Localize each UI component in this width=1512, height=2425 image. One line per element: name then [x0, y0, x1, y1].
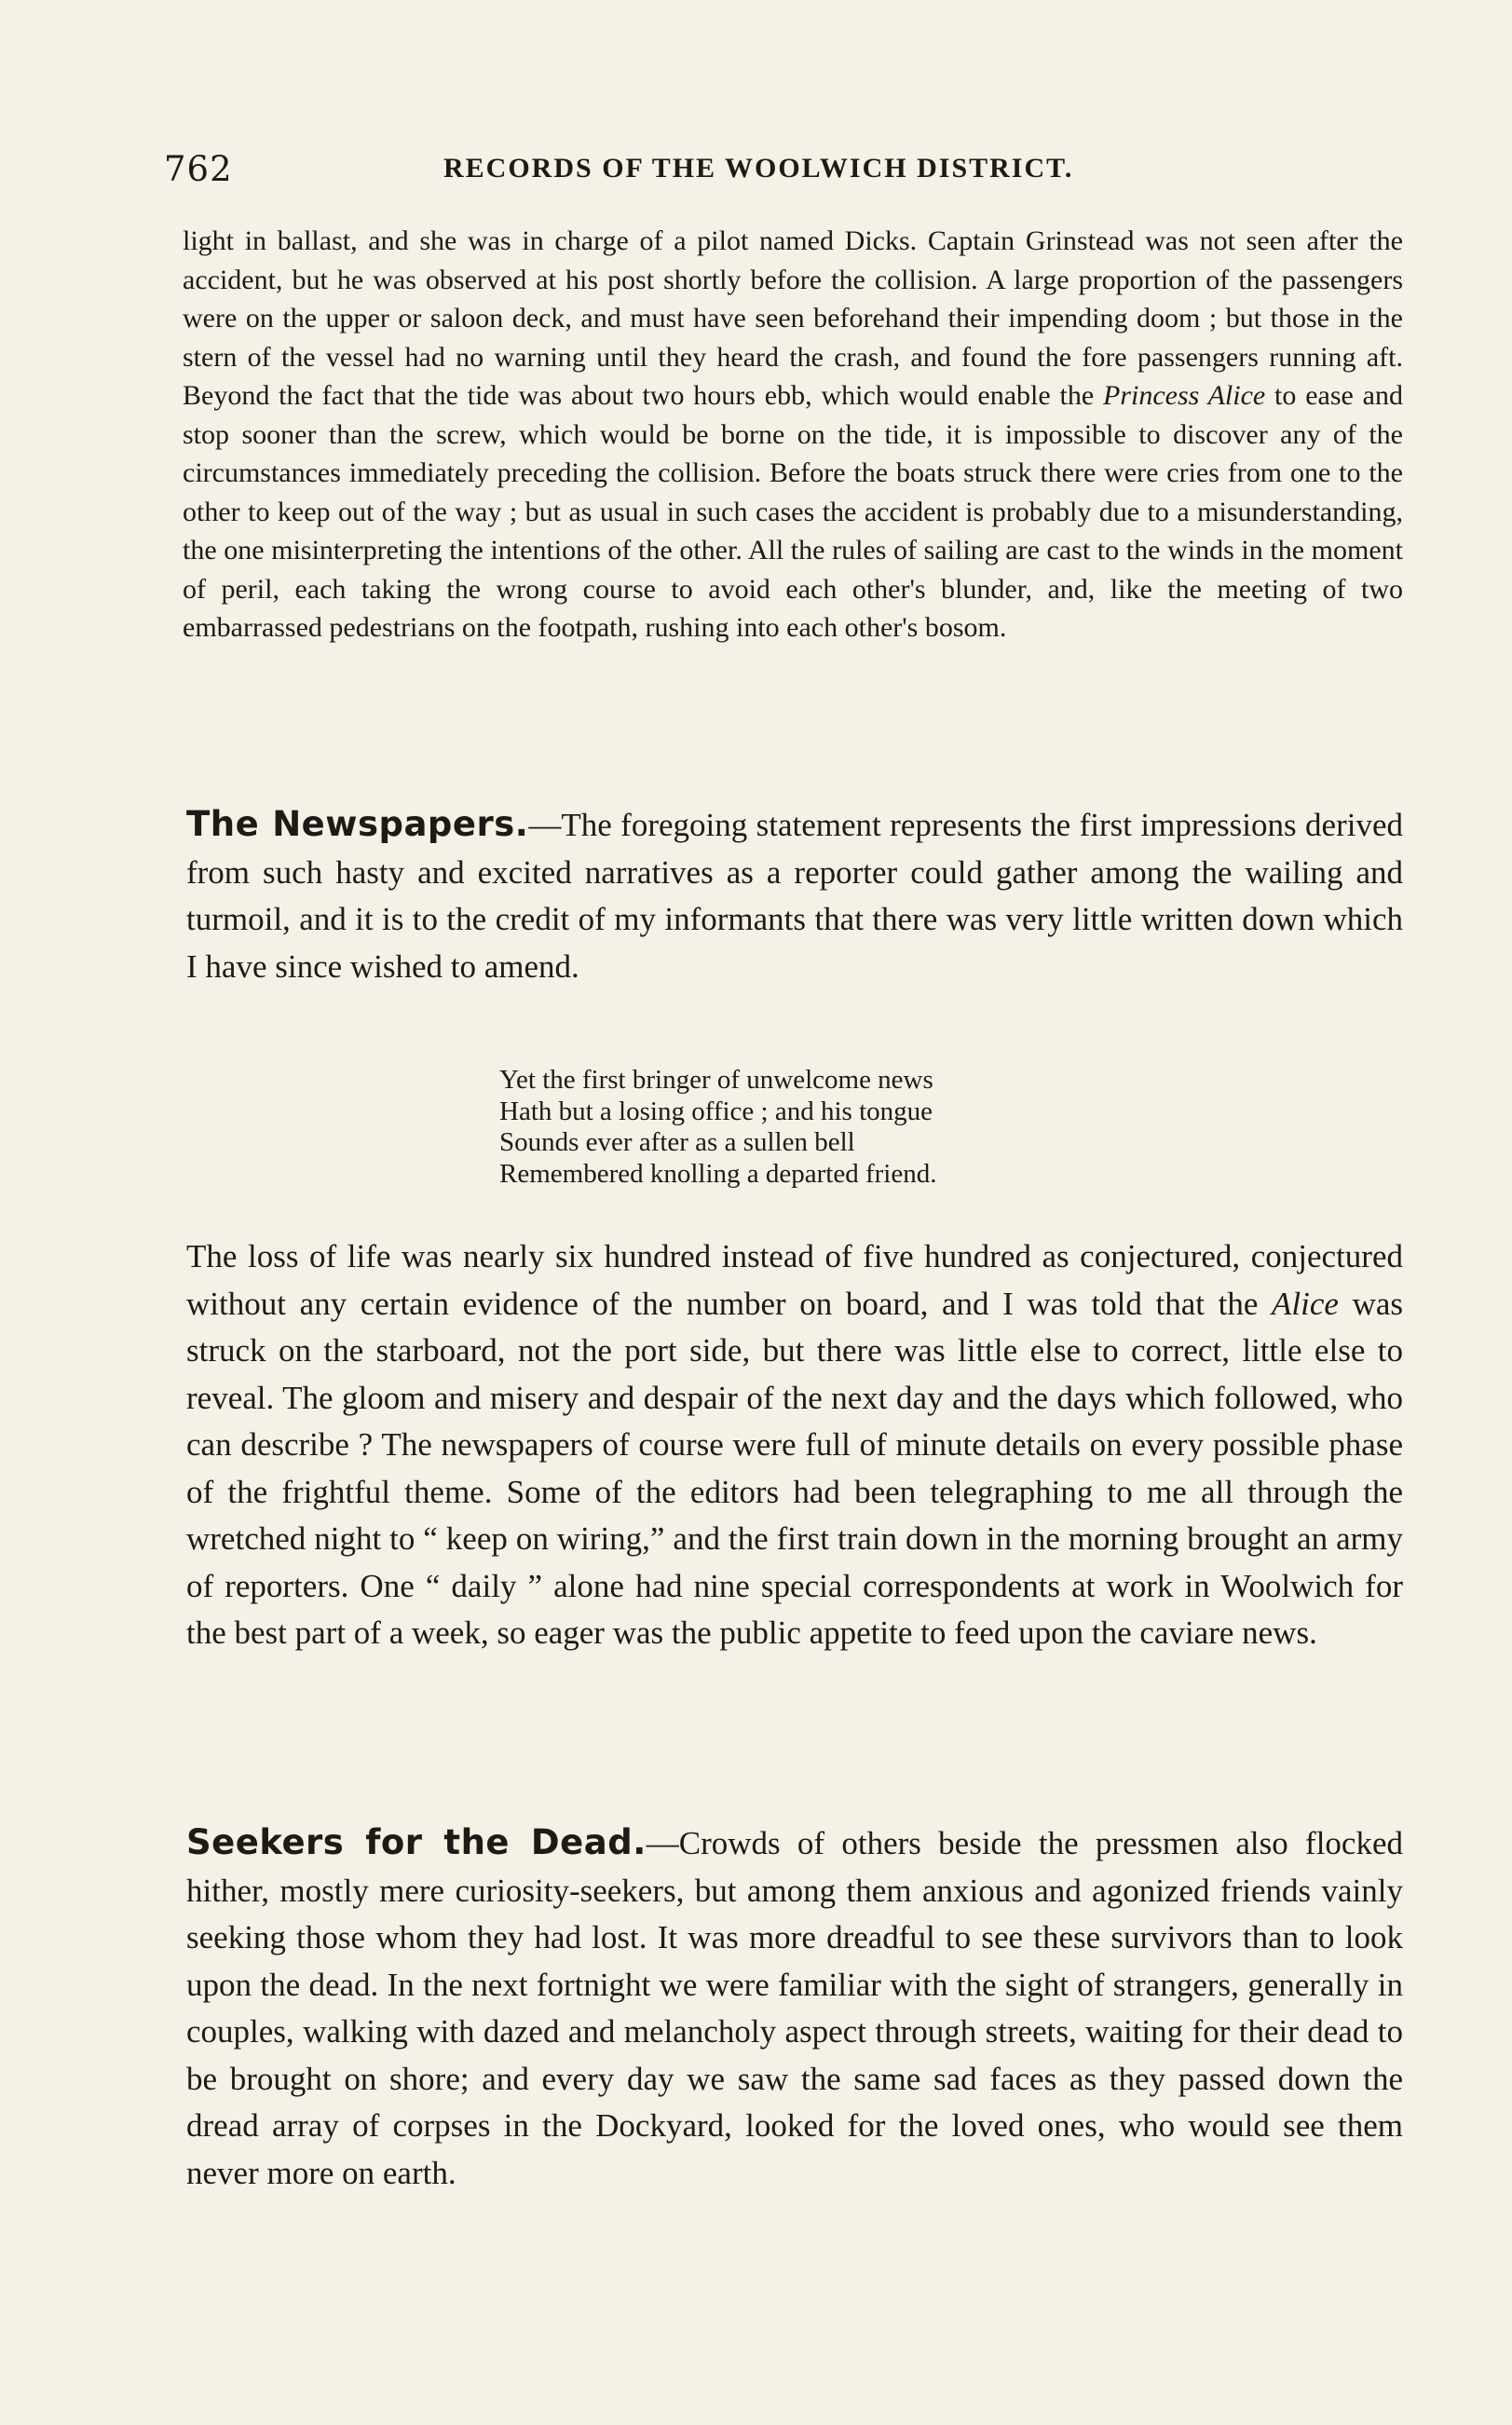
intro-text-part1: light in ballast, and she was in charge of a pilot named Dicks. Captain Grinstead was not seen after the accident, but he was observed at his post shortly before the collision. A large proportion of the passengers were on the upper or saloon deck, and must have seen beforehand their impending doom ; but those in the stern of the vessel had no warning until they heard the crash, and found the fore passengers running aft. Beyond the fact that the tide was about two hours ebb, which would enable the — [183, 225, 1403, 411]
loss-paragraph — [186, 1233, 1403, 1657]
loss-text-part2: was struck on the starboard, not the port side, but there was little else to correct, little else to reveal. The gloom and misery and despair of the next day and the days which followed, who can describe ? The newspapers of course were full of minute details on every possible phase of the frightful theme. Some of the editors had been telegraphing to me all through the wretched night to “ keep on wiring,” and the first train down in the morning brought an army of reporters. One “ daily ” alone had nine special correspondents at work in Woolwich for the best part of a week, so eager was the public appetite to feed upon the caviare news. — [186, 1285, 1403, 1651]
ship-name-italic: Princess Alice — [1103, 380, 1266, 411]
section-heading-seekers: Seekers for the Dead. — [186, 1822, 647, 1862]
verse-line: Remembered knolling a departed friend. — [499, 1158, 937, 1189]
verse-line: Hath but a losing office ; and his tongue — [499, 1096, 933, 1126]
loss-text-part1: The loss of life was nearly six hundred instead of five hundred as conjectured, conjectured without any certain evidence of the number on board, and I was told that the — [186, 1238, 1403, 1322]
seekers-section — [186, 1819, 1403, 2197]
verse-quotation — [499, 1065, 1189, 1190]
section-heading-newspapers: The Newspapers. — [186, 804, 529, 844]
page-number: 762 — [164, 149, 233, 189]
running-title: RECORDS OF THE WOOLWICH DISTRICT. — [443, 153, 1074, 184]
ship-name-italic: Alice — [1272, 1285, 1339, 1322]
page-header — [164, 149, 1151, 196]
newspapers-text: The foregoing statement represents the first impressions derived from such hasty and excited narratives as a reporter could gather among the wailing and turmoil, and it is to the credit of my informants that there was very little written down which I have since wished to amend. — [186, 807, 1403, 985]
intro-paragraph — [183, 222, 1403, 647]
verse-line: Yet the first bringer of unwelcome news — [499, 1065, 933, 1095]
seekers-text: Crowds of others beside the pressmen also flocked hither, mostly mere curiosity-seekers, but among them anxious and agonized friends vainly seeking those whom they had lost. It was more dreadful to see these survivors than to look upon the dead. In the next fortnight we were familiar with the sight of strangers, generally in couples, walking with dazed and melancholy aspect through streets, waiting for their dead to be brought on shore; and every day we saw the same sad faces as they passed down the dread array of corpses in the Dockyard, looked for the loved ones, who would see them never more on earth. — [186, 1825, 1403, 2191]
newspapers-section — [186, 801, 1403, 990]
heading-dash: — — [646, 1825, 679, 1861]
intro-text-part2: to ease and stop sooner than the screw, which would be borne on the tide, it is impossible to discover any of the circumstances immediately preceding the collision. Before the boats struck there were cries from one to the other to keep out of the way ; but as usual in such cases the accident is probably due to a misunderstanding, the one misinterpreting the intentions of the other. All the rules of sailing are cast to the winds in the moment of peril, each taking the wrong course to avoid each other's blunder, and, like the meeting of two embarrassed pedestrians on the footpath, rushing into each other's bosom. — [183, 380, 1403, 643]
verse-line: Sounds ever after as a sullen bell — [499, 1127, 855, 1157]
heading-dash: — — [528, 807, 562, 843]
